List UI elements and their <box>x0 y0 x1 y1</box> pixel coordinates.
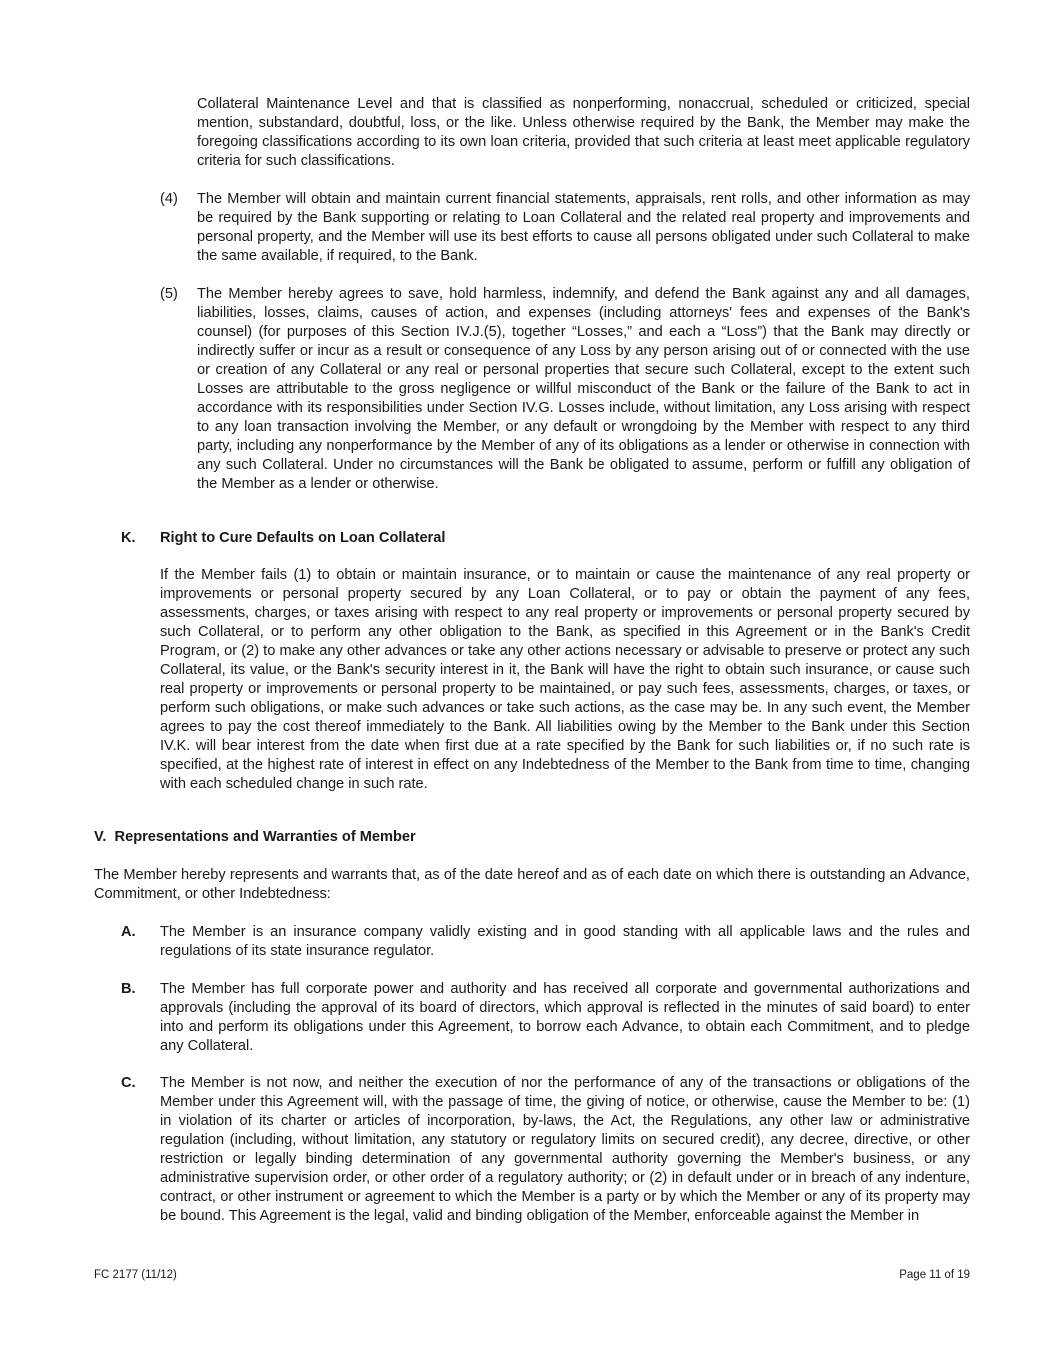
page-number: Page 11 of 19 <box>899 1269 970 1281</box>
section-v-intro: The Member hereby represents and warrants that, as of the date hereof and as of each date on which there is outstanding an Advance, Commitment, or other Indebtedness: <box>94 867 970 902</box>
section-k-text: If the Member fails (1) to obtain or maintain insurance, or to maintain or cause the maintenance of any real property or improvements or personal property secured by any Loan Collateral, or to pay or obtain the payment of any fees, assessments, charges, or taxes arising with respect to any real property or improvements or personal property secured by such Collateral, or to perform any other obligation to the Bank, as specified in this Agreement or in the Bank's Credit Program, or (2) to make any other advances or take any other actions necessary or advisable to preserve or protect any such Collateral, its value, or the Bank's security interest in it, the Bank will have the right to obtain such insurance, or cause such real property or improvements or personal property to be maintained, or pay such fees, assessments, charges, or taxes, or perform such obligations, or make such advances or take such actions, as the case may be. In any such event, the Member agrees to pay the cost thereof immediately to the Bank. All liabilities owing by the Member to the Bank under this Section IV.K. will bear interest from the date when first due at a rate specified by the Bank for such liabilities or, if no such rate is specified, at the highest rate of interest in effect on any Indebtedness of the Member to the Bank from time to time, changing with each scheduled change in such rate. <box>160 567 970 792</box>
item-a-text: The Member is an insurance company validly existing and in good standing with all applicable laws and the rules and regulations of its state insurance regulator. <box>160 924 970 959</box>
section-k-title: Right to Cure Defaults on Loan Collateral <box>160 530 446 546</box>
item-4-number: (4) <box>160 191 178 207</box>
item-b-letter: B. <box>121 981 136 997</box>
item-c-letter: C. <box>121 1075 136 1091</box>
item-5-text: The Member hereby agrees to save, hold harmless, indemnify, and defend the Bank against any and all damages, liabilities, losses, claims, causes of action, and expenses (including attorneys' fees and expenses of the Bank's counsel) (for purposes of this Section IV.J.(5), together “Losses,” and each a “Loss”) that the Bank may directly or indirectly suffer or incur as a result or consequence of any Loss by any person arising out of or connected with the use or creation of any Collateral or any real or personal properties that secure such Collateral, except to the extent such Losses are attributable to the gross negligence or willful misconduct of the Bank or the failure of the Bank to act in accordance with its responsibilities under Section IV.G. Losses include, without limitation, any Loss arising with respect to any loan transaction involving the Member, or any default or wrongdoing by the Member with respect to any third party, including any nonperformance by the Member of any of its obligations as a lender or otherwise in connection with any such Collateral. Under no circumstances will the Bank be obligated to assume, perform or fulfill any obligation of the Member as a lender or otherwise. <box>197 286 970 492</box>
item-5-number: (5) <box>160 286 178 302</box>
item-a-letter: A. <box>121 924 136 940</box>
section-k-number: K. <box>121 530 136 546</box>
paragraph-classification: Collateral Maintenance Level and that is classified as nonperforming, nonaccrual, scheduled or criticized, special mention, substandard, doubtful, loss, or the like. Unless otherwise required by the Bank, the Member may make the foregoing classifications according to its own loan criteria, provided that such criteria at least meet applicable regulatory criteria for such classifications. <box>197 96 970 169</box>
item-c-text: The Member is not now, and neither the execution of nor the performance of any of the transactions or obligations of the Member under this Agreement will, with the passage of time, the giving of notice, or otherwise, cause the Member to be: (1) in violation of its charter or articles of incorporation, by-laws, the Act, the Regulations, any other law or administrative regulation (including, without limitation, any statutory or regulatory limits on secured credit), any decree, directive, or other restriction or legally binding determination of any governmental authority governing the Member's business, or any administrative supervision order, or other order of a regulatory authority; or (2) in default under or in breach of any indenture, contract, or other instrument or agreement to which the Member is a party or by which the Member or any of its property may be bound. This Agreement is the legal, valid and binding obligation of the Member, enforceable against the Member in <box>160 1075 970 1224</box>
section-v-heading: V. Representations and Warranties of Member <box>94 829 416 845</box>
item-4-text: The Member will obtain and maintain current financial statements, appraisals, rent rolls, and other information as may be required by the Bank supporting or relating to Loan Collateral and the related real property and improvements and personal property, and the Member will use its best efforts to cause all persons obligated under such Collateral to make the same available, if required, to the Bank. <box>197 191 970 264</box>
form-number: FC 2177 (11/12) <box>94 1269 177 1281</box>
item-b-text: The Member has full corporate power and authority and has received all corporate and governmental authorizations and approvals (including the approval of its board of directors, which approval is reflected in the minutes of said board) to enter into and perform its obligations under this Agreement, to borrow each Advance, to obtain each Commitment, and to pledge any Collateral. <box>160 981 970 1054</box>
